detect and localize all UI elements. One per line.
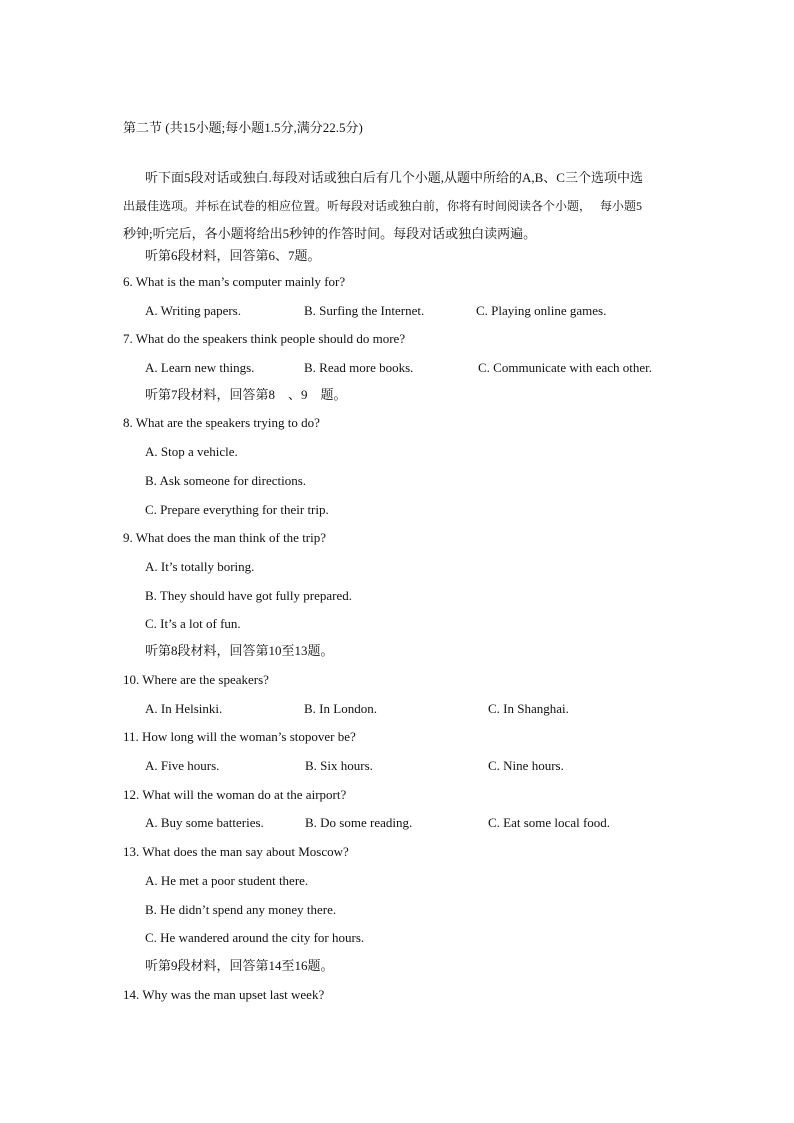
question-6-option-b: B. Surfing the Internet. — [304, 303, 425, 318]
question-8-option-c: C. Prepare everything for their trip. — [145, 502, 329, 517]
question-12: 12. What will the woman do at the airport? — [123, 787, 347, 802]
question-13-option-b: B. He didn’t spend any money there. — [145, 902, 337, 917]
instructions-line-1: 听下面5段对话或独白.每段对话或独白后有几个小题,从题中所给的A,B、C三个选项中选 — [145, 170, 643, 185]
passage-heading-9: 听第9段材料，回答第14至16题。 — [145, 958, 334, 973]
question-8-option-b: B. Ask someone for directions. — [145, 473, 307, 488]
question-6-option-a: A. Writing papers. — [145, 303, 241, 318]
question-12-option-b: B. Do some reading. — [305, 815, 413, 830]
instructions-line-2: 出最佳选项。并标在试卷的相应位置。听每段对话或独白前，你将有时间阅读各个小题， 每小题5 — [123, 199, 643, 213]
question-12-option-a: A. Buy some batteries. — [145, 815, 264, 830]
question-10-option-c: C. In Shanghai. — [488, 701, 569, 716]
question-8: 8. What are the speakers trying to do? — [123, 415, 320, 430]
question-7-option-c: C. Communicate with each other. — [478, 360, 653, 375]
passage-heading-6: 听第6段材料，回答第6、7题。 — [145, 248, 321, 263]
question-11-option-b: B. Six hours. — [305, 758, 373, 773]
question-11: 11. How long will the woman’s stopover be? — [123, 729, 356, 744]
question-13-option-c: C. He wandered around the city for hours. — [145, 930, 365, 945]
passage-heading-8: 听第8段材料，回答第10至13题。 — [145, 643, 334, 658]
question-9-option-c: C. It’s a lot of fun. — [145, 616, 241, 631]
section-title: 第二节 (共15小题;每小题1.5分,满分22.5分) — [123, 120, 363, 135]
question-14: 14. Why was the man upset last week? — [123, 987, 325, 1002]
question-7-option-b: B. Read more books. — [304, 360, 414, 375]
question-8-option-a: A. Stop a vehicle. — [145, 444, 238, 459]
instructions-line-3: 秒钟;听完后，各小题将给出5秒钟的作答时间。每段对话或独白读两遍。 — [123, 226, 537, 241]
question-7-option-a: A. Learn new things. — [145, 360, 255, 375]
question-11-option-a: A. Five hours. — [145, 758, 220, 773]
question-10-option-b: B. In London. — [304, 701, 377, 716]
question-6-option-c: C. Playing online games. — [476, 303, 607, 318]
question-12-option-c: C. Eat some local food. — [488, 815, 611, 830]
question-7: 7. What do the speakers think people should do more? — [123, 331, 406, 346]
question-13: 13. What does the man say about Moscow? — [123, 844, 349, 859]
question-6: 6. What is the man’s computer mainly for? — [123, 274, 346, 289]
question-10-option-a: A. In Helsinki. — [145, 701, 223, 716]
question-13-option-a: A. He met a poor student there. — [145, 873, 309, 888]
passage-heading-7: 听第7段材料，回答第8 、9 题。 — [145, 387, 347, 402]
question-11-option-c: C. Nine hours. — [488, 758, 564, 773]
question-9-option-b: B. They should have got fully prepared. — [145, 588, 352, 603]
question-10: 10. Where are the speakers? — [123, 672, 269, 687]
question-9-option-a: A. It’s totally boring. — [145, 559, 255, 574]
question-9: 9. What does the man think of the trip? — [123, 530, 327, 545]
